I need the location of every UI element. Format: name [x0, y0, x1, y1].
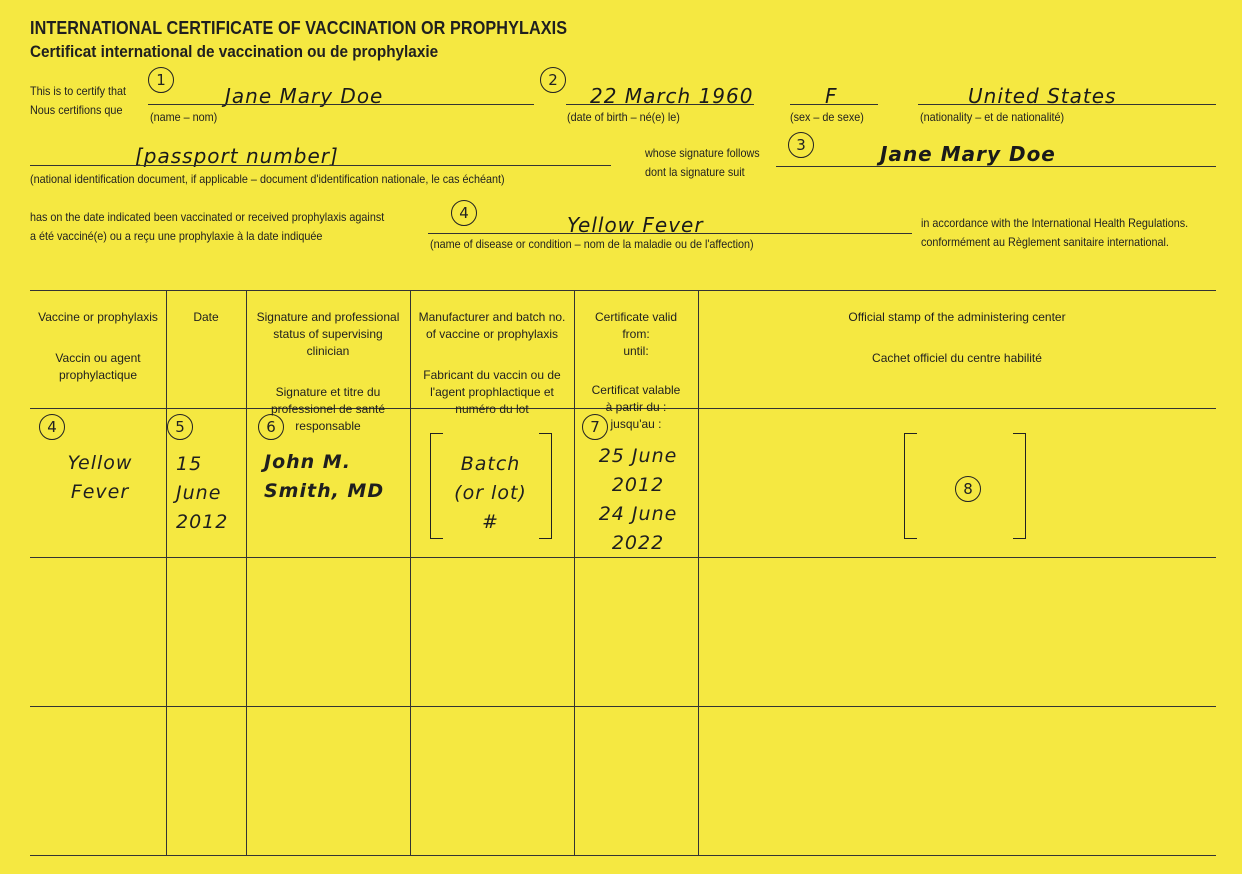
row1-validity: 25 June 2012 24 June 2022 — [598, 445, 678, 554]
table-top-rule — [30, 290, 1216, 291]
nationality-underline — [918, 104, 1216, 105]
id-document-value: [passport number] — [135, 144, 339, 168]
row1-vaccine: Yellow Fever — [67, 452, 133, 503]
row1-batch: Batch (or lot) # — [454, 453, 527, 533]
vaccinated-label-en: has on the date indicated been vaccinated or received prophylaxis against — [30, 210, 385, 224]
sex-value: F — [825, 84, 838, 108]
signature-label — [645, 144, 760, 182]
header-vaccine — [30, 292, 166, 401]
marker-4-vaccine: 4 — [39, 414, 65, 440]
disease-caption: (name of disease or condition – nom de la maladie ou de l'affection) — [430, 237, 754, 251]
id-document-underline — [30, 165, 611, 166]
marker-6: 6 — [258, 414, 284, 440]
dob-value: 22 March 1960 — [590, 84, 754, 108]
signature-value: Jane Mary Doe — [880, 142, 1056, 166]
certify-label — [30, 82, 126, 120]
id-document-caption: (national identification document, if applicable – document d'identification nationale, le cas échéant) — [30, 172, 505, 186]
header-validity-en: Certificate valid from: until: — [594, 310, 678, 358]
header-stamp — [698, 292, 1216, 384]
table-column-rule — [166, 290, 167, 855]
name-underline — [148, 104, 534, 105]
table-bottom-rule — [30, 855, 1216, 856]
header-validity-fr: Certificat valable à partir du : jusqu'au : — [591, 383, 681, 431]
header-manufacturer — [410, 292, 574, 435]
row1-clinician: John M. Smith, MD — [264, 451, 385, 502]
regulations-text-fr: conformément au Règlement sanitaire international. — [921, 235, 1169, 249]
header-date — [166, 292, 246, 343]
certify-label-fr: Nous certifions que — [30, 103, 123, 117]
sex-caption: (sex – de sexe) — [790, 110, 864, 124]
marker-1: 1 — [148, 67, 174, 93]
nationality-value: United States — [968, 84, 1117, 108]
header-vaccine-fr: Vaccin ou agent prophylactique — [55, 351, 141, 382]
disease-value: Yellow Fever — [567, 213, 704, 237]
nationality-caption: (nationality – et de nationalité) — [920, 110, 1065, 124]
vaccinated-label-fr: a été vacciné(e) ou a reçu une prophylaxie à la date indiquée — [30, 229, 323, 243]
header-clinician-en: Signature and professional status of supervising clinician — [256, 310, 400, 358]
signature-underline — [776, 166, 1216, 167]
header-stamp-en: Official stamp of the administering center — [848, 310, 1066, 324]
header-manufacturer-fr: Fabricant du vaccin ou de l'agent prophlactique et numéro du lot — [423, 368, 561, 416]
header-manufacturer-en: Manufacturer and batch no. of vaccine or prophylaxis — [418, 310, 566, 341]
marker-3: 3 — [788, 132, 814, 158]
marker-7: 7 — [582, 414, 608, 440]
header-clinician-fr: Signature et titre du professionel de santé responsable — [270, 385, 386, 433]
disease-underline — [428, 233, 912, 234]
marker-5: 5 — [167, 414, 193, 440]
header-date-en: Date — [193, 310, 219, 324]
marker-8: 8 — [955, 476, 981, 502]
marker-2: 2 — [540, 67, 566, 93]
name-caption: (name – nom) — [150, 110, 218, 124]
certificate-title-fr: Certificat international de vaccination ou de prophylaxie — [30, 42, 439, 61]
stamp-right-bracket — [1013, 433, 1026, 539]
stamp-left-bracket — [904, 433, 917, 539]
dob-caption: (date of birth – né(e) le) — [567, 110, 680, 124]
sex-underline — [790, 104, 878, 105]
header-stamp-fr: Cachet officiel du centre habilité — [872, 351, 1042, 365]
certify-label-en: This is to certify that — [30, 84, 127, 98]
header-vaccine-en: Vaccine or prophylaxis — [38, 310, 158, 324]
regulations-text-en: in accordance with the International Health Regulations. — [921, 216, 1189, 230]
signature-label-en: whose signature follows — [645, 146, 760, 160]
dob-underline — [566, 104, 754, 105]
marker-4-disease: 4 — [451, 200, 477, 226]
vaccinated-label — [30, 208, 384, 246]
row1-date: 15 June 2012 — [176, 453, 229, 533]
regulations-text — [921, 214, 1188, 252]
certificate-title-en: INTERNATIONAL CERTIFICATE OF VACCINATION OR PROPHYLAXIS — [30, 18, 568, 38]
table-row-rule — [30, 706, 1216, 707]
name-value: Jane Mary Doe — [225, 84, 384, 108]
signature-label-fr: dont la signature suit — [645, 165, 745, 179]
